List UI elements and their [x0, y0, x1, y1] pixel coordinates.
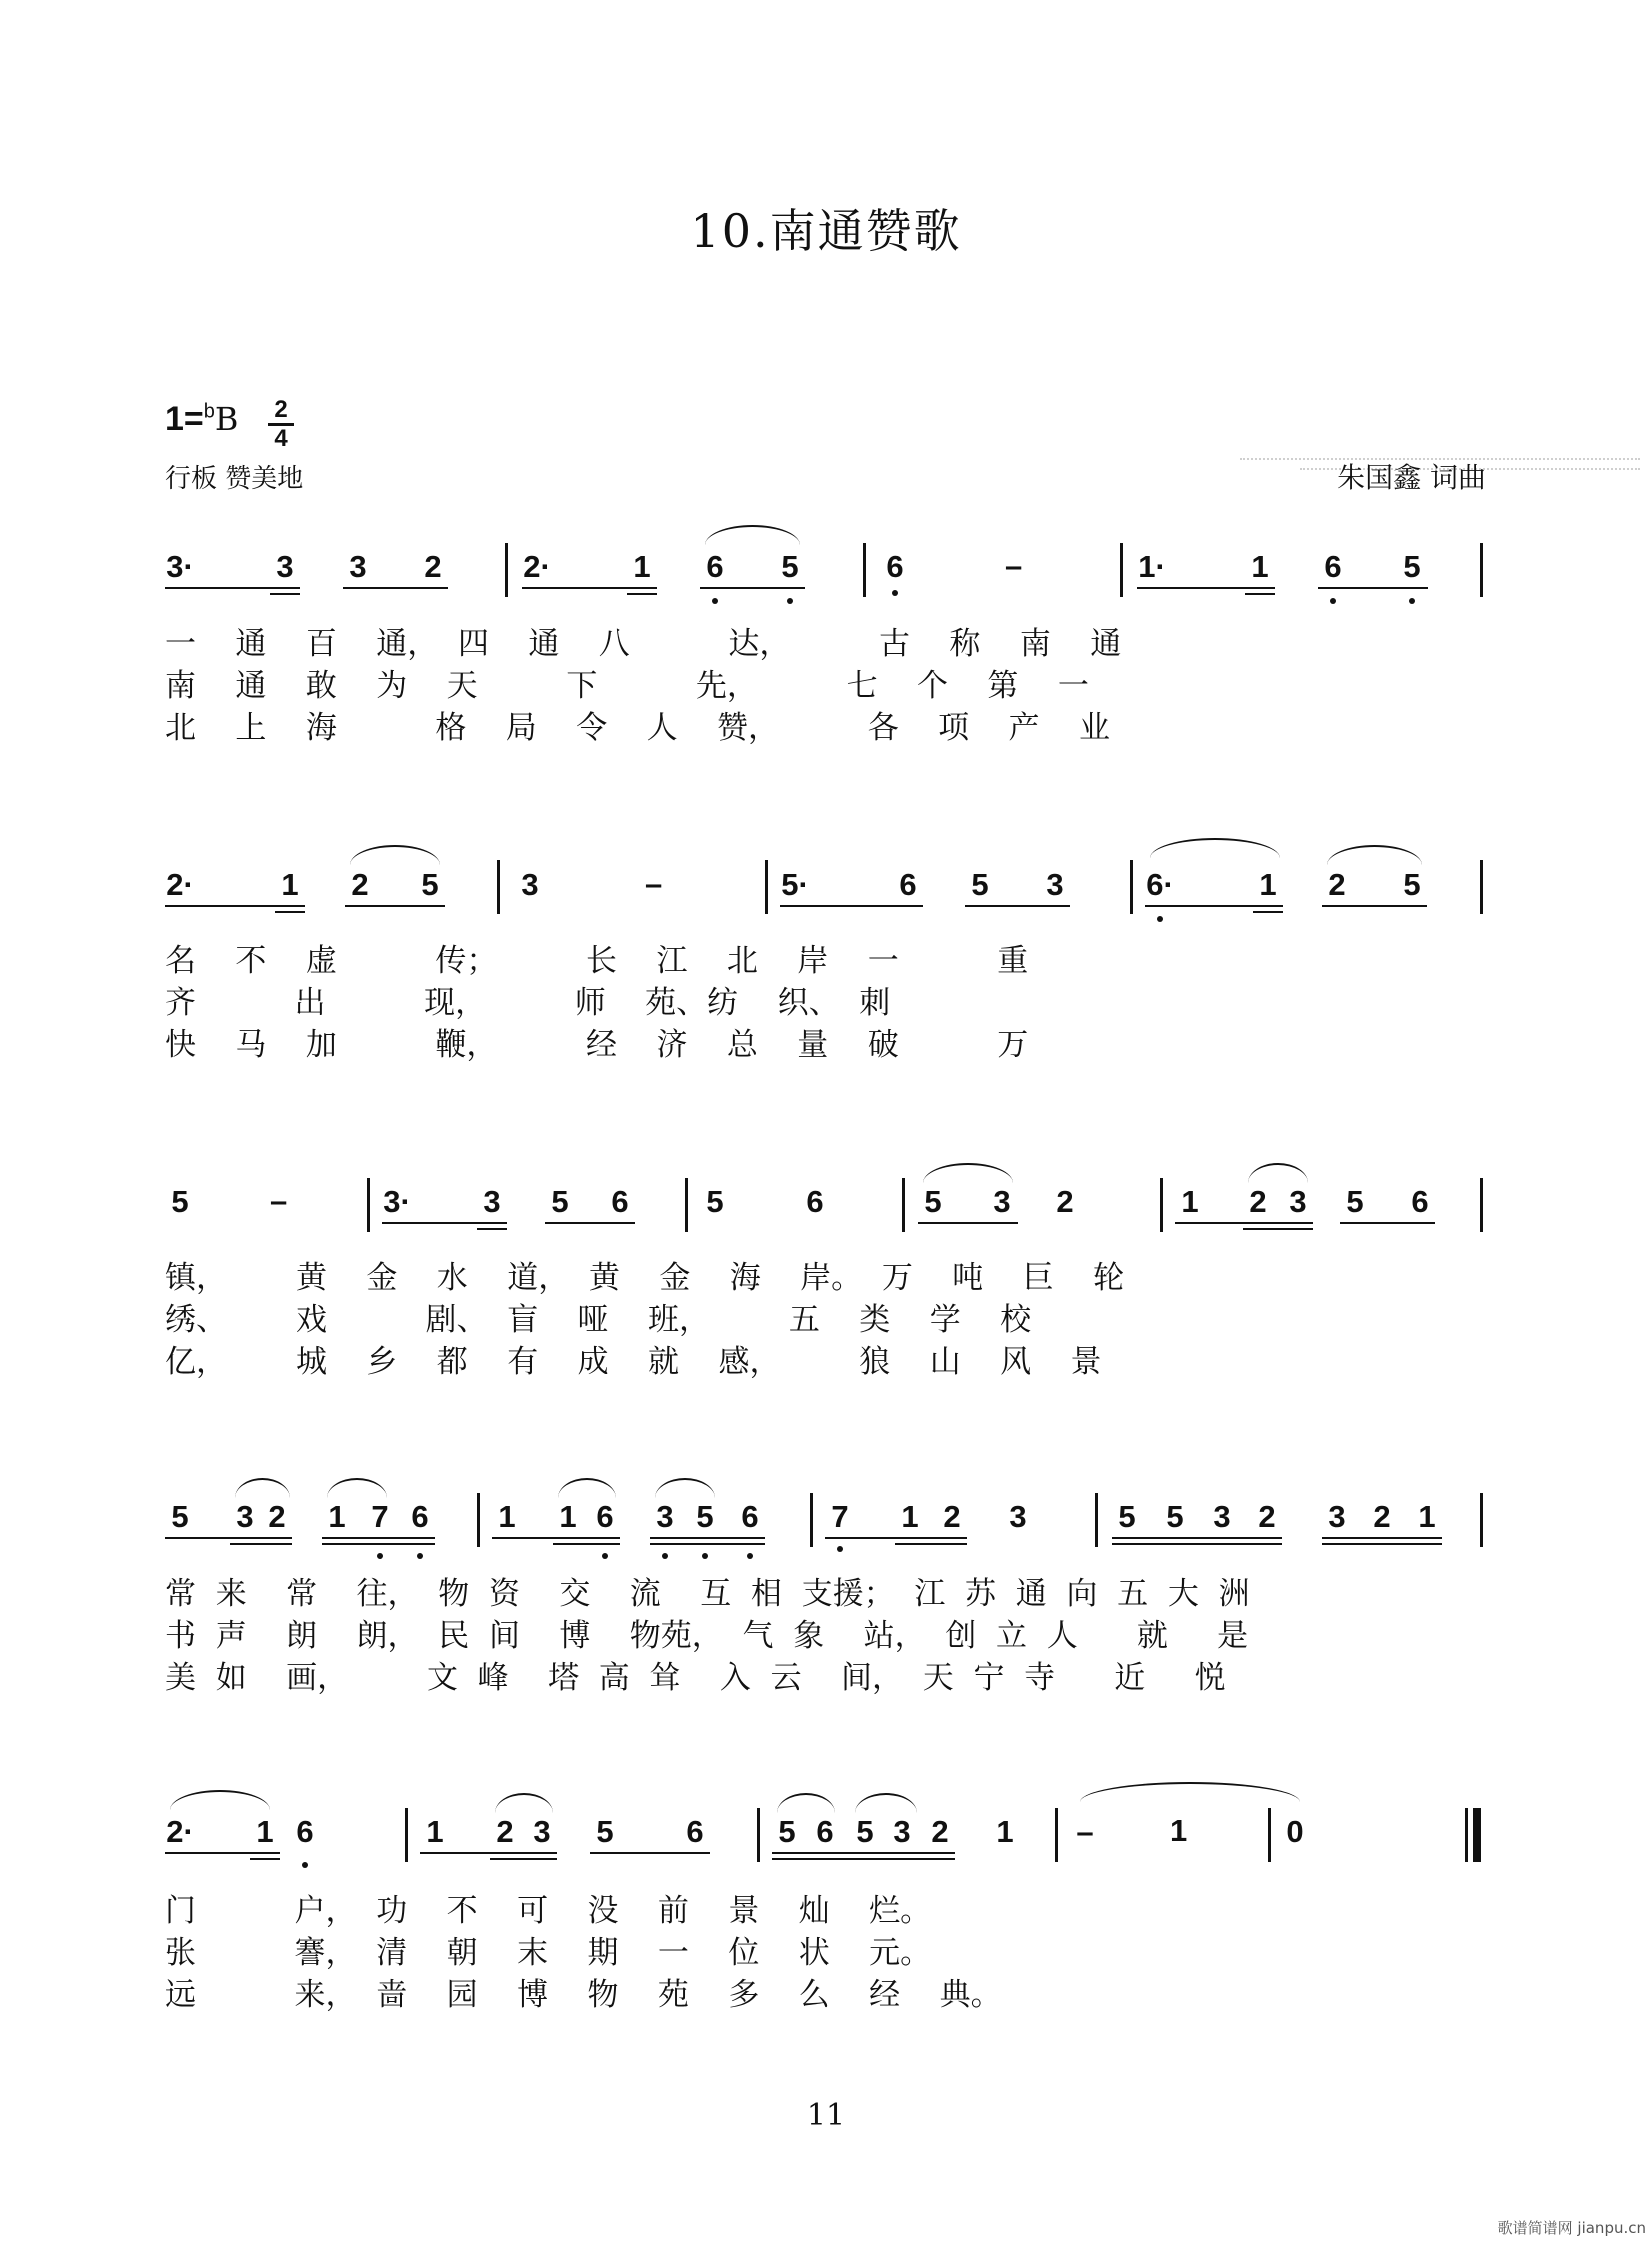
note: 1	[901, 1499, 919, 1534]
lyric-line-2: 书 声 朗 朗， 民 间 博 物苑， 气 象 站， 创 立 人 就 是	[165, 1618, 1249, 1654]
page-number: 11	[806, 2098, 846, 2133]
note: 2·	[523, 549, 551, 584]
note: 6	[296, 1814, 314, 1849]
time-bottom: 4	[274, 425, 288, 452]
note: 3	[1328, 1499, 1346, 1534]
note: 1	[281, 867, 299, 902]
dash: 1	[1170, 1813, 1188, 1848]
note: 6	[899, 867, 917, 902]
note: 5	[781, 549, 799, 584]
lyric-line-1: 镇， 黄 金 水 道， 黄 金 海 岸。 万 吨 巨 轮	[165, 1260, 1125, 1296]
lyric-line-1: 名 不 虚 传； 长 江 北 岸 一 重	[165, 943, 1029, 979]
time-top: 2	[274, 396, 288, 423]
note: 5·	[781, 867, 809, 902]
note: 6	[886, 549, 904, 584]
note: 2	[496, 1814, 514, 1849]
note: 1	[559, 1499, 577, 1534]
note: 6	[816, 1814, 834, 1849]
note: 5	[596, 1814, 614, 1849]
lyric-line-2: 齐 出 现， 师 苑、纺 织、 刺	[165, 985, 891, 1021]
lyric-line-1: 一 通 百 通， 四 通 八 达， 古 称 南 通	[165, 626, 1122, 662]
note: 1	[996, 1814, 1014, 1849]
note: 1	[633, 549, 651, 584]
note: 3	[1046, 867, 1064, 902]
note: 1	[256, 1814, 274, 1849]
note: 6	[1324, 549, 1342, 584]
lyric-line-1: 门 户， 功 不 可 没 前 景 灿 烂。	[165, 1893, 932, 1929]
lyric-line-3: 快 马 加 鞭， 经 济 总 量 破 万	[165, 1027, 1029, 1063]
song-title: 10.南通赞歌	[690, 204, 962, 258]
note: 3	[349, 549, 367, 584]
note: 6	[411, 1499, 429, 1534]
note: 5	[971, 867, 989, 902]
note: 3	[993, 1184, 1011, 1219]
note: 3	[276, 549, 294, 584]
note: 5	[421, 867, 439, 902]
note: –	[1076, 1814, 1094, 1849]
note: 5	[924, 1184, 942, 1219]
note: 6	[611, 1184, 629, 1219]
note: 2	[1373, 1499, 1391, 1534]
note: 6·	[1146, 867, 1174, 902]
note: 3	[1213, 1499, 1231, 1534]
note: 5	[1118, 1499, 1136, 1534]
tempo-marking: 行板 赞美地	[165, 464, 304, 494]
note: 3	[236, 1499, 254, 1534]
note: 1	[328, 1499, 346, 1534]
note: 5	[171, 1499, 189, 1534]
note: 5	[706, 1184, 724, 1219]
note: 2	[1056, 1184, 1074, 1219]
note: 2·	[166, 867, 194, 902]
note: 1	[498, 1499, 516, 1534]
lyric-line-3: 亿， 城 乡 都 有 成 就 感， 狼 山 风 景	[165, 1344, 1102, 1380]
note: 2	[351, 867, 369, 902]
note: 6	[686, 1814, 704, 1849]
note: 2	[1258, 1499, 1276, 1534]
note: 5	[551, 1184, 569, 1219]
lyric-line-3: 美 如 画， 文 峰 塔 高 耸 入 云 间， 天 宁 寺 近 悦	[165, 1660, 1226, 1696]
note: 6	[706, 549, 724, 584]
flat-sign: b	[203, 400, 215, 423]
lyric-line-2: 张 謇， 清 朝 末 期 一 位 状 元。	[165, 1935, 932, 1971]
note: 1	[1251, 549, 1269, 584]
lyric-line-2: 南 通 敢 为 天 下 先， 七 个 第 一	[165, 668, 1089, 704]
note: 2	[424, 549, 442, 584]
note: 1·	[1138, 549, 1166, 584]
note: 5	[696, 1499, 714, 1534]
note: 1	[1418, 1499, 1436, 1534]
note: 3	[656, 1499, 674, 1534]
dash: –	[270, 1183, 288, 1218]
note: 5	[1403, 867, 1421, 902]
note: 0	[1286, 1814, 1304, 1849]
author-credit: 朱国鑫 词曲	[1337, 461, 1486, 494]
dash: –	[1005, 548, 1023, 583]
note: 5	[856, 1814, 874, 1849]
dash: –	[645, 866, 663, 901]
lyric-line-3: 北 上 海 格 局 令 人 赞， 各 项 产 业	[165, 710, 1110, 746]
lyric-line-2: 绣、 戏 剧、 盲 哑 班， 五 类 学 校	[165, 1302, 1032, 1338]
watermark: 歌谱简谱网 jianpu.cn	[1497, 2219, 1646, 2237]
key-prefix: 1=	[165, 400, 204, 438]
time-signature	[268, 398, 294, 451]
note: 5	[1166, 1499, 1184, 1534]
note: 7	[831, 1499, 849, 1534]
note: 3	[521, 867, 539, 902]
note: 3	[533, 1814, 551, 1849]
note: 5	[1346, 1184, 1364, 1219]
note: 2	[931, 1814, 949, 1849]
note: 1	[1181, 1184, 1199, 1219]
lyric-line-1: 常 来 常 往， 物 资 交 流 互 相 支援； 江 苏 通 向 五 大 洲	[165, 1576, 1250, 1612]
lyric-line-3: 远 来， 啬 园 博 物 苑 多 么 经 典。	[165, 1977, 1002, 2013]
note: 7	[371, 1499, 389, 1534]
note: 3	[1289, 1184, 1307, 1219]
note: 3·	[166, 549, 194, 584]
note: 1	[426, 1814, 444, 1849]
key-signature	[165, 400, 238, 439]
key-note: B	[214, 400, 239, 438]
note: 3	[483, 1184, 501, 1219]
note: 2	[943, 1499, 961, 1534]
note: 6	[806, 1184, 824, 1219]
note: 2·	[166, 1814, 194, 1849]
note: 2	[1249, 1184, 1267, 1219]
note: 3	[1009, 1499, 1027, 1534]
note: 3·	[383, 1184, 411, 1219]
note: 2	[268, 1499, 286, 1534]
note: 5	[171, 1184, 189, 1219]
note: 3	[893, 1814, 911, 1849]
note: 6	[1411, 1184, 1429, 1219]
note: 6	[741, 1499, 759, 1534]
note: 2	[1328, 867, 1346, 902]
note: 5	[778, 1814, 796, 1849]
note: 5	[1403, 549, 1421, 584]
note: 6	[596, 1499, 614, 1534]
note: 1	[1259, 867, 1277, 902]
